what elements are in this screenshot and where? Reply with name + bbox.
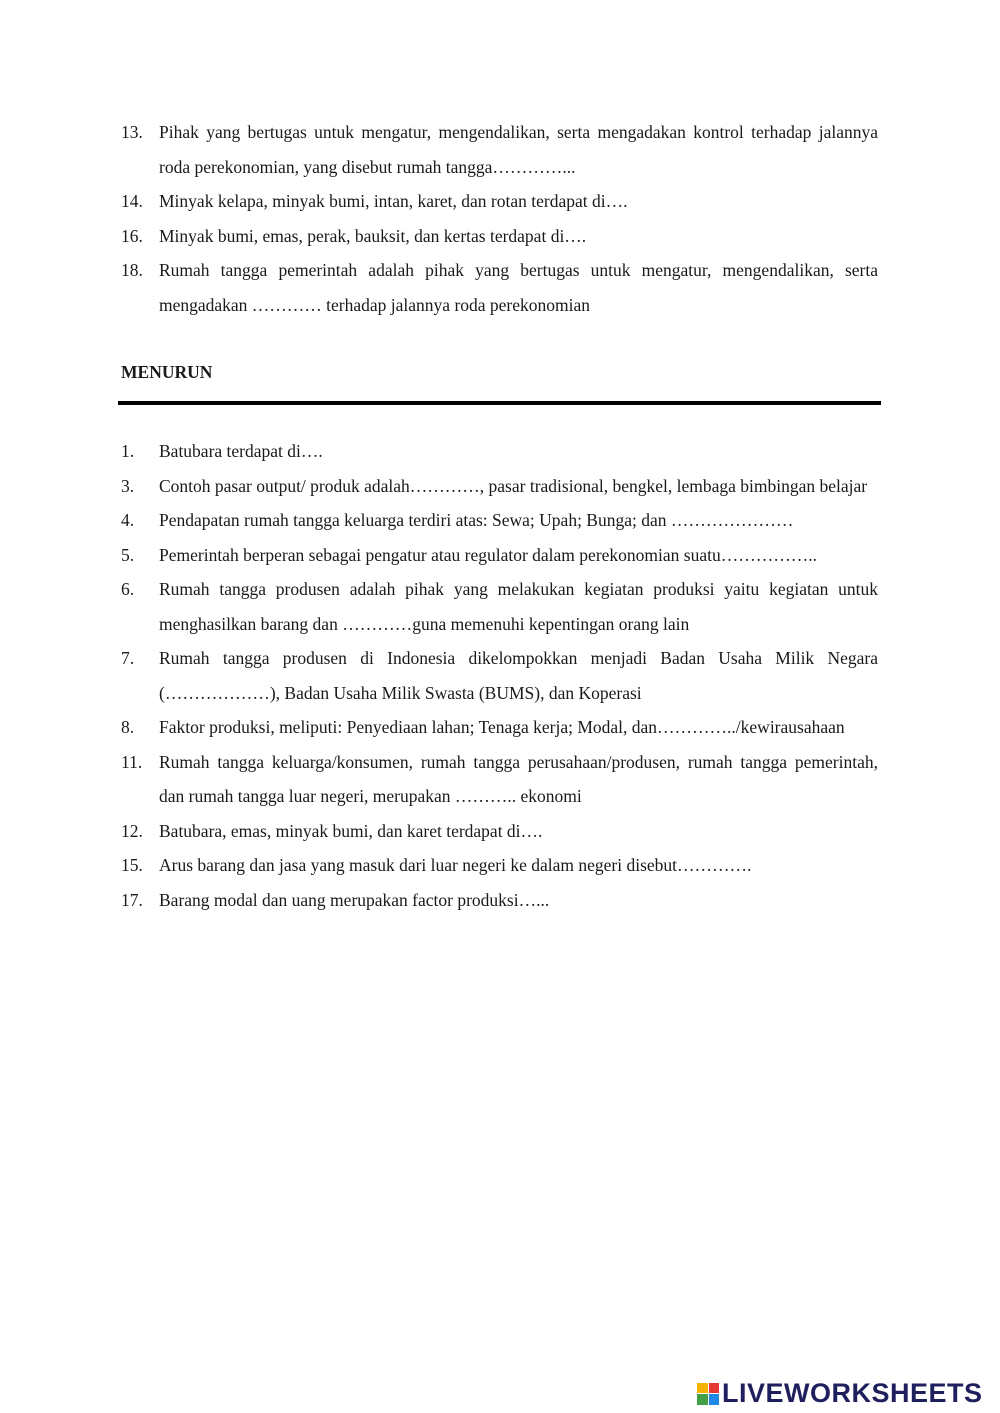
clue-item xyxy=(121,710,878,745)
clue-list-bottom xyxy=(121,434,878,917)
clue-item xyxy=(121,572,878,641)
section-divider xyxy=(118,401,881,405)
clue-item xyxy=(121,814,878,849)
clue-item xyxy=(121,434,878,469)
liveworksheets-logo-icon xyxy=(697,1383,719,1405)
clue-item xyxy=(121,538,878,573)
clue-item xyxy=(121,848,878,883)
clue-text: Faktor produksi, meliputi: Penyediaan lahan; Tenaga kerja; Modal, dan…………../kewirausahaan xyxy=(159,717,845,737)
clue-number: 5. xyxy=(121,544,135,565)
clue-number: 4. xyxy=(121,510,135,530)
clue-text: Minyak kelapa, minyak bumi, intan, karet, dan rotan terdapat di…. xyxy=(159,191,628,211)
logo-text: LIVEWORKSHEETS xyxy=(722,1378,983,1408)
clue-item xyxy=(121,184,878,219)
clue-text: Rumah tangga produsen di Indonesia dikelompokkan menjadi Badan Usaha Milik Negara (………………), Badan Usaha Milik Swasta (BUMS), dan Koperasi xyxy=(159,648,878,703)
clue-number: 1. xyxy=(121,441,135,461)
clue-text: Pendapatan rumah tangga keluarga terdiri atas: Sewa; Upah; Bunga; dan ………………… xyxy=(159,510,794,530)
clue-text: Rumah tangga keluarga/konsumen, rumah tangga perusahaan/produsen, rumah tangga pemerintah, dan rumah tangga luar negeri, merupakan ……….. ekonomi xyxy=(159,751,878,806)
clue-number: 7. xyxy=(121,648,135,668)
clue-item xyxy=(121,641,878,710)
logo-square xyxy=(697,1383,708,1394)
clue-text: Minyak bumi, emas, perak, bauksit, dan kertas terdapat di…. xyxy=(159,225,587,246)
clue-text: Rumah tangga produsen adalah pihak yang melakukan kegiatan produksi yaitu kegiatan untuk menghasilkan barang dan …………guna memenuhi kepentingan orang lain xyxy=(159,579,878,634)
clue-number: 8. xyxy=(121,717,135,737)
clue-item xyxy=(121,883,878,918)
clue-text: Pihak yang bertugas untuk mengatur, mengendalikan, serta mengadakan kontrol terhadap jalannya roda perekonomian, yang disebut rumah tangga…………... xyxy=(159,122,878,177)
clue-number: 3. xyxy=(121,475,135,496)
clue-number: 16. xyxy=(121,225,143,246)
logo-square xyxy=(709,1394,720,1405)
clue-number: 11. xyxy=(121,751,143,772)
liveworksheets-logo[interactable] xyxy=(697,1378,983,1409)
clue-text: Barang modal dan uang merupakan factor produksi…... xyxy=(159,889,550,910)
clue-number: 18. xyxy=(121,260,143,280)
clue-number: 17. xyxy=(121,889,143,910)
clue-text: Contoh pasar output/ produk adalah…………, pasar tradisional, bengkel, lembaga bimbingan belajar xyxy=(159,475,868,496)
clue-number: 15. xyxy=(121,855,143,875)
section-heading: MENURUN xyxy=(121,362,213,382)
clue-text: Pemerintah berperan sebagai pengatur atau regulator dalam perekonomian suatu…………….. xyxy=(159,544,817,565)
clue-text: Batubara, emas, minyak bumi, dan karet terdapat di…. xyxy=(159,820,543,841)
clue-item xyxy=(121,469,878,504)
clue-text: Batubara terdapat di…. xyxy=(159,441,323,461)
clue-number: 13. xyxy=(121,122,143,142)
clue-text: Arus barang dan jasa yang masuk dari luar negeri ke dalam negeri disebut…………. xyxy=(159,855,752,875)
clue-number: 12. xyxy=(121,820,143,841)
clue-item xyxy=(121,253,878,322)
clue-item xyxy=(121,115,878,184)
clue-item xyxy=(121,745,878,814)
clue-number: 14. xyxy=(121,191,143,211)
clue-item xyxy=(121,219,878,254)
logo-square xyxy=(697,1394,708,1405)
logo-square xyxy=(709,1383,720,1394)
clue-list-top xyxy=(121,115,878,322)
clue-number: 6. xyxy=(121,579,135,599)
clue-item xyxy=(121,503,878,538)
clue-text: Rumah tangga pemerintah adalah pihak yang bertugas untuk mengatur, mengendalikan, serta mengadakan ………… terhadap jalannya roda perekonomian xyxy=(159,260,878,315)
